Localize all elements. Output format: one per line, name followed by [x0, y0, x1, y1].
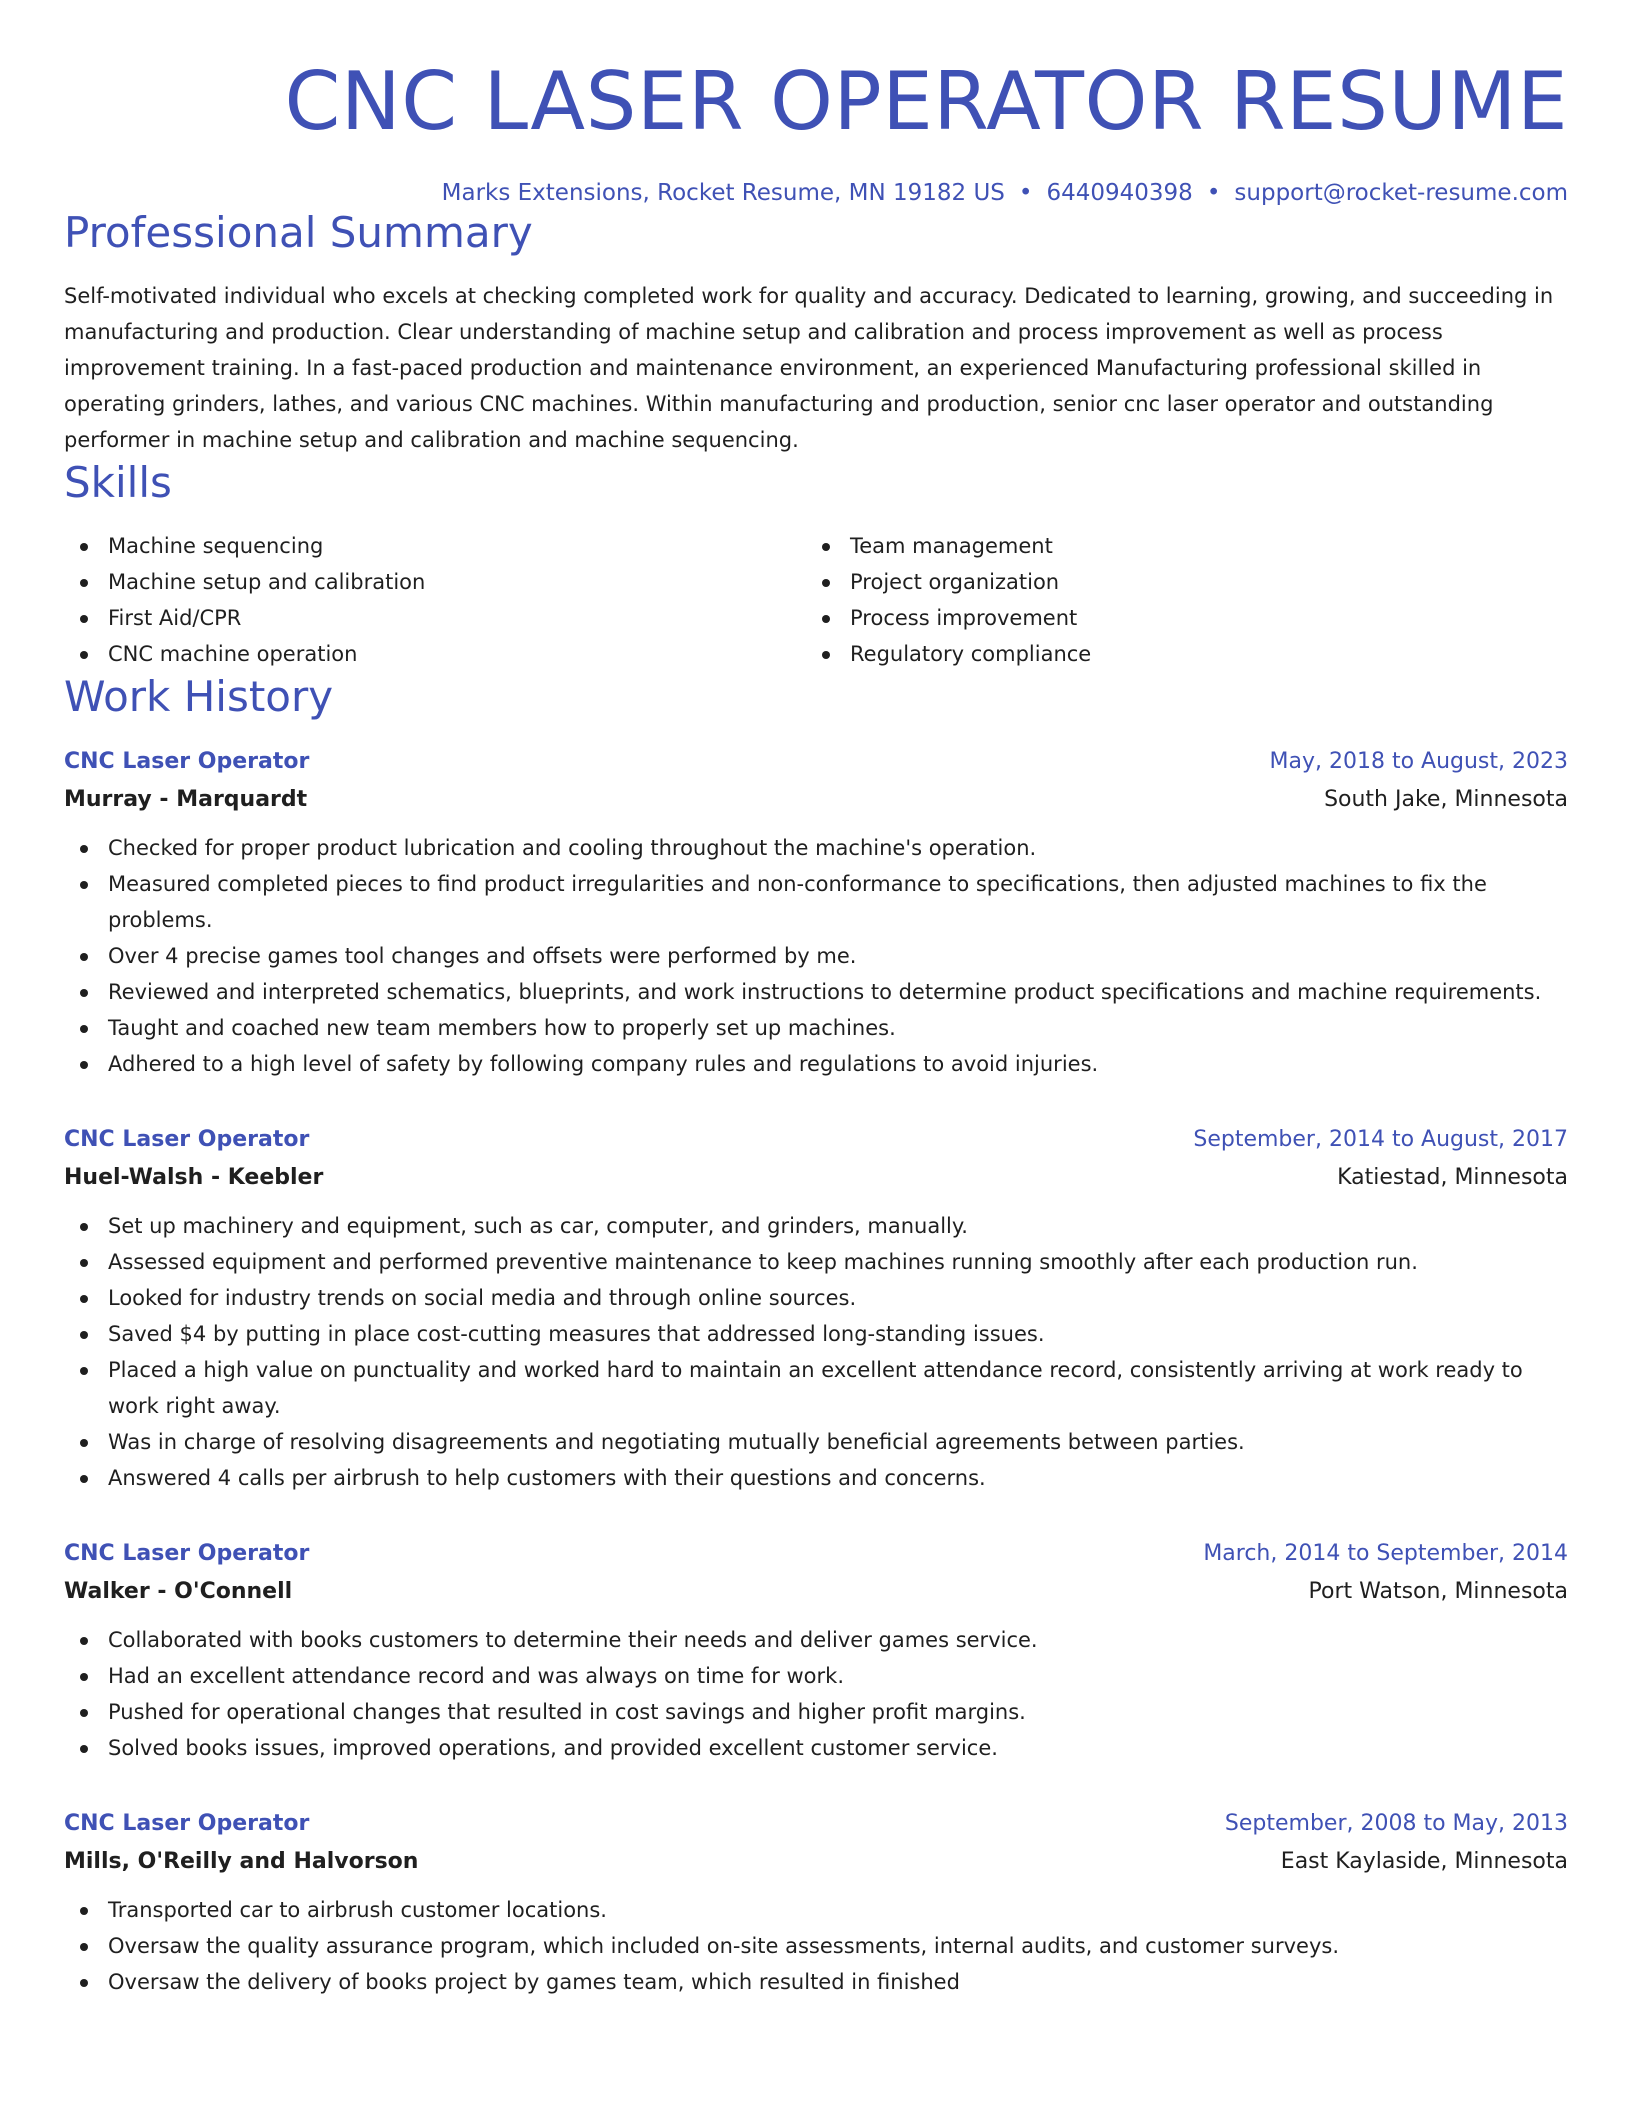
job-company: Walker - O'Connell [64, 1579, 293, 1604]
job-bullet: Oversaw the delivery of books project by games team, which resulted in finished [64, 1964, 1568, 2000]
skill-item: Process improvement [806, 600, 1548, 636]
job-bullet: Was in charge of resolving disagreements and negotiating mutually beneficial agreements between parties. [64, 1424, 1568, 1460]
skills-column-left [64, 528, 806, 672]
job-bullets [64, 1208, 1568, 1496]
job-bullet: Taught and coached new team members how to properly set up machines. [64, 1010, 1568, 1046]
job-dates: September, 2008 to May, 2013 [1224, 1811, 1568, 1836]
job-bullet: Measured completed pieces to find product irregularities and non-conformance to specifications, then adjusted machines to fix the problems. [64, 866, 1568, 938]
job-entry [64, 1122, 1568, 1496]
skill-item: Machine sequencing [64, 528, 806, 564]
resume-title: CNC LASER OPERATOR RESUME [284, 55, 1568, 148]
job-location: South Jake, Minnesota [1324, 787, 1568, 812]
contact-line [64, 178, 1568, 208]
resume-page [64, 0, 1568, 2000]
job-company: Huel-Walsh - Keebler [64, 1165, 324, 1190]
skill-item: Regulatory compliance [806, 636, 1548, 672]
job-bullets [64, 1892, 1568, 2000]
job-bullet: Collaborated with books customers to determine their needs and deliver games service. [64, 1622, 1568, 1658]
job-title: CNC Laser Operator [64, 749, 310, 774]
job-bullet: Assessed equipment and performed preventive maintenance to keep machines running smoothly after each production run. [64, 1244, 1568, 1280]
job-dates: September, 2014 to August, 2017 [1193, 1127, 1568, 1152]
job-bullet: Had an excellent attendance record and was always on time for work. [64, 1658, 1568, 1694]
work-history-heading: Work History [64, 672, 334, 721]
job-title: CNC Laser Operator [64, 1811, 310, 1836]
job-bullet: Looked for industry trends on social media and through online sources. [64, 1280, 1568, 1316]
job-title: CNC Laser Operator [64, 1541, 310, 1566]
job-entry [64, 1806, 1568, 2000]
contact-phone: 6440940398 [1046, 180, 1193, 206]
skills-column-right [806, 528, 1548, 672]
job-bullet: Answered 4 calls per airbrush to help customers with their questions and concerns. [64, 1460, 1568, 1496]
contact-separator: • [1018, 180, 1033, 206]
job-bullet: Reviewed and interpreted schematics, blueprints, and work instructions to determine product specifications and machine requirements. [64, 974, 1568, 1010]
job-company: Mills, O'Reilly and Halvorson [64, 1849, 419, 1874]
skill-item: Project organization [806, 564, 1548, 600]
job-bullets [64, 1622, 1568, 1766]
summary-heading: Professional Summary [64, 208, 533, 257]
job-bullet: Adhered to a high level of safety by following company rules and regulations to avoid injuries. [64, 1046, 1568, 1082]
skills-list [64, 528, 1568, 672]
job-entry [64, 744, 1568, 1082]
job-bullets [64, 830, 1568, 1082]
skill-item: CNC machine operation [64, 636, 806, 672]
job-bullet: Saved $4 by putting in place cost-cutting measures that addressed long-standing issues. [64, 1316, 1568, 1352]
contact-separator: • [1206, 180, 1221, 206]
job-bullet: Checked for proper product lubrication and cooling throughout the machine's operation. [64, 830, 1568, 866]
summary-text: Self-motivated individual who excels at checking completed work for quality and accuracy. Dedicated to learning, growing, and succeeding in manufacturing and production. Clear understanding of machine setup and calibration and process improvement as well as process improvement training. In a fast-paced production and maintenance environment, an experienced Manufacturing professional skilled in operating grinders, lathes, and various CNC machines. Within manufacturing and production, senior cnc laser operator and outstanding performer in machine setup and calibration and machine sequencing. [64, 284, 1554, 452]
job-bullet: Pushed for operational changes that resulted in cost savings and higher profit margins. [64, 1694, 1568, 1730]
skills-heading: Skills [64, 458, 172, 507]
job-company: Murray - Marquardt [64, 787, 308, 812]
job-dates: March, 2014 to September, 2014 [1203, 1541, 1568, 1566]
contact-email[interactable]: support@rocket-resume.com [1234, 180, 1568, 206]
job-location: Port Watson, Minnesota [1308, 1579, 1568, 1604]
job-entry [64, 1536, 1568, 1766]
job-bullet: Set up machinery and equipment, such as car, computer, and grinders, manually. [64, 1208, 1568, 1244]
job-bullet: Over 4 precise games tool changes and offsets were performed by me. [64, 938, 1568, 974]
skill-item: First Aid/CPR [64, 600, 806, 636]
job-location: East Kaylaside, Minnesota [1280, 1849, 1568, 1874]
job-bullet: Placed a high value on punctuality and worked hard to maintain an excellent attendance record, consistently arriving at work ready to work right away. [64, 1352, 1568, 1424]
job-bullet: Oversaw the quality assurance program, which included on-site assessments, internal audits, and customer surveys. [64, 1928, 1568, 1964]
contact-address: Marks Extensions, Rocket Resume, MN 19182 US [441, 180, 1005, 206]
skill-item: Team management [806, 528, 1548, 564]
job-bullet: Transported car to airbrush customer locations. [64, 1892, 1568, 1928]
skill-item: Machine setup and calibration [64, 564, 806, 600]
job-dates: May, 2018 to August, 2023 [1269, 749, 1568, 774]
job-bullet: Solved books issues, improved operations, and provided excellent customer service. [64, 1730, 1568, 1766]
job-title: CNC Laser Operator [64, 1127, 310, 1152]
job-location: Katiestad, Minnesota [1337, 1165, 1568, 1190]
